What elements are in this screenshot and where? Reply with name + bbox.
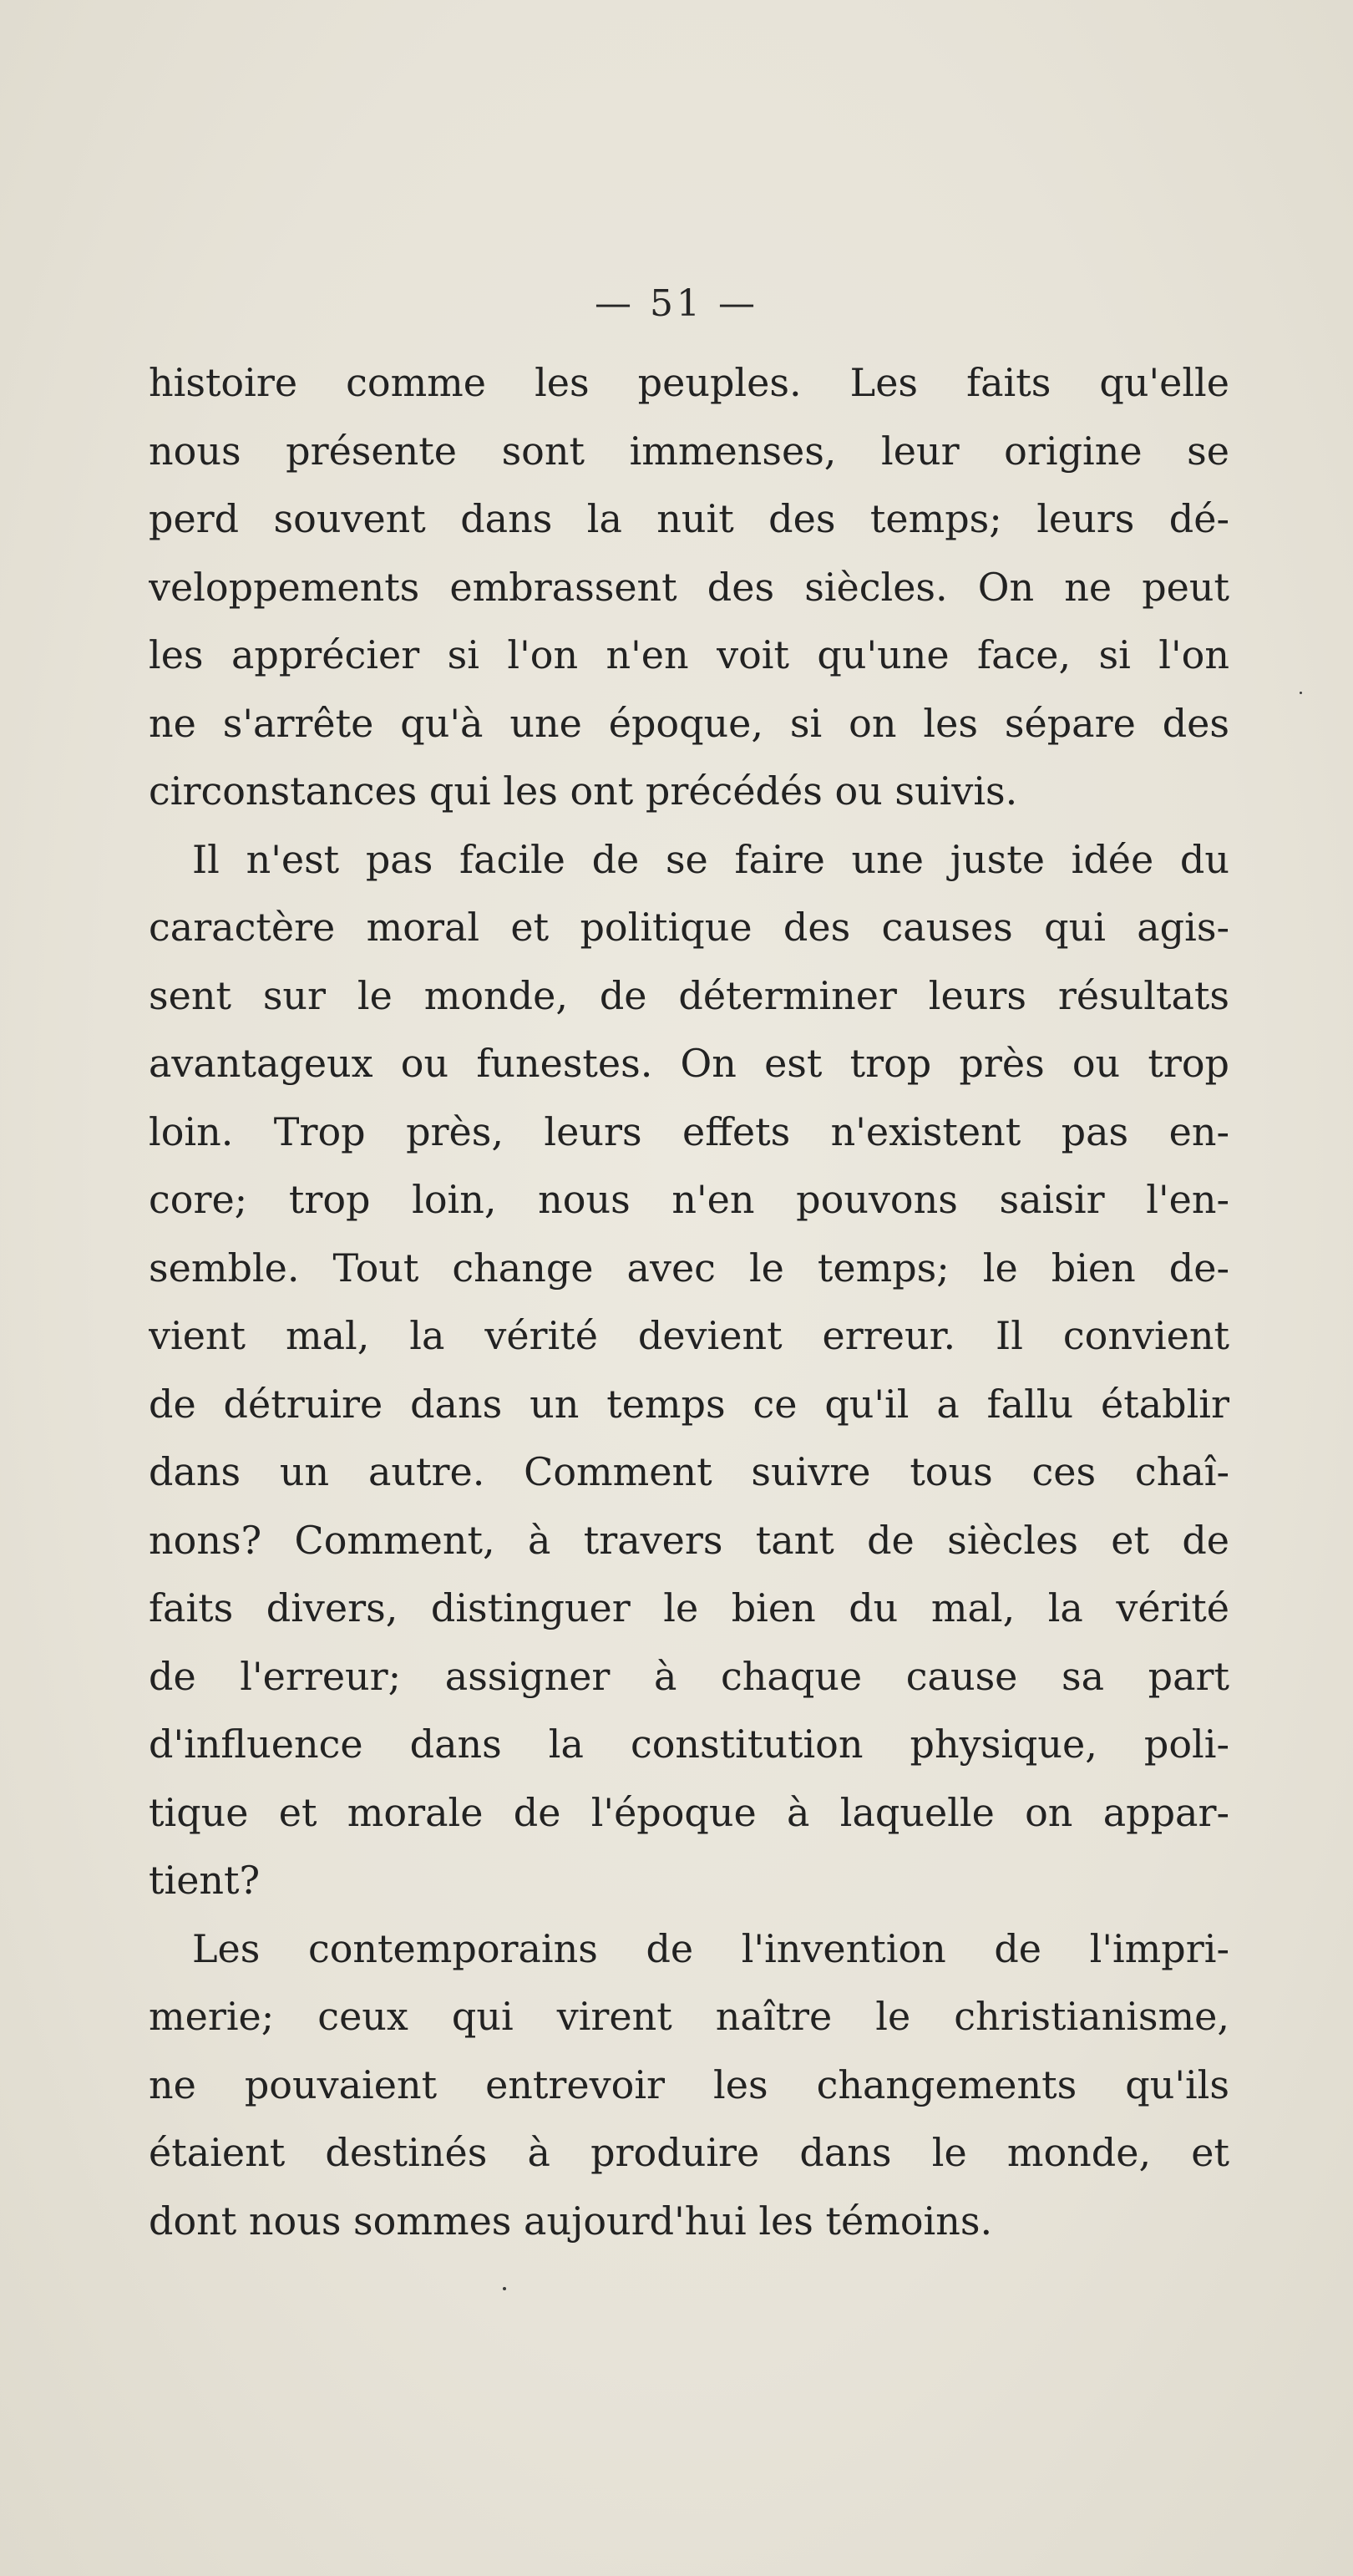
text-line: dont nous sommes aujourd'hui les témoins.: [149, 2198, 993, 2244]
text-line: faits divers, distinguer le bien du mal, la vérité: [149, 1585, 1229, 1630]
text-line: ne pouvaient entrevoir les changements qu'ils: [149, 2061, 1229, 2107]
text-line: Les contemporains de l'invention de l'impri-: [192, 1925, 1229, 1971]
text-line: d'influence dans la constitution physique, poli-: [149, 1722, 1229, 1767]
paragraph: [149, 1915, 1229, 2256]
text-line: circonstances qui les ont précédés ou suivis.: [149, 768, 1018, 814]
page-number: — 51 —: [595, 282, 758, 325]
text-line: perd souvent dans la nuit des temps; leurs dé-: [149, 496, 1229, 541]
text-line: sent sur le monde, de déterminer leurs résultats: [149, 972, 1229, 1018]
text-line: merie; ceux qui virent naître le christianisme,: [149, 1994, 1229, 2039]
text-line: nons? Comment, à travers tant de siècles et de: [149, 1517, 1229, 1563]
paper-speck: [1300, 692, 1302, 694]
text-line: les apprécier si l'on n'en voit qu'une face, si l'on: [149, 632, 1229, 677]
text-line: Il n'est pas facile de se faire une juste idée du: [192, 836, 1229, 882]
text-line: ne s'arrête qu'à une époque, si on les sépare des: [149, 700, 1229, 746]
text-line: caractère moral et politique des causes qui agis-: [149, 905, 1229, 950]
text-line: étaient destinés à produire dans le monde, et: [149, 2130, 1229, 2175]
text-line: loin. Trop près, leurs effets n'existent pas en-: [149, 1108, 1229, 1154]
text-line: vient mal, la vérité devient erreur. Il convient: [149, 1313, 1229, 1358]
text-line: tique et morale de l'époque à laquelle on appar-: [149, 1789, 1229, 1835]
text-line: de détruire dans un temps ce qu'il a fallu établir: [149, 1381, 1229, 1427]
paragraph: [149, 349, 1229, 826]
text-line: avantageux ou funestes. On est trop près ou trop: [149, 1041, 1229, 1086]
paragraph: [149, 826, 1229, 1915]
text-line: de l'erreur; assigner à chaque cause sa part: [149, 1653, 1229, 1699]
text-line: histoire comme les peuples. Les faits qu'elle: [149, 360, 1229, 405]
paper-speck: [503, 2287, 506, 2290]
text-line: nous présente sont immenses, leur origine se: [149, 428, 1229, 474]
text-line: veloppements embrassent des siècles. On ne peut: [149, 564, 1229, 610]
text-line: semble. Tout change avec le temps; le bien de-: [149, 1245, 1229, 1291]
body-text: [149, 349, 1229, 2255]
text-line: dans un autre. Comment suivre tous ces chaî-: [149, 1449, 1229, 1494]
text-line: core; trop loin, nous n'en pouvons saisir l'en-: [149, 1177, 1229, 1222]
text-line: tient?: [149, 1858, 261, 1903]
